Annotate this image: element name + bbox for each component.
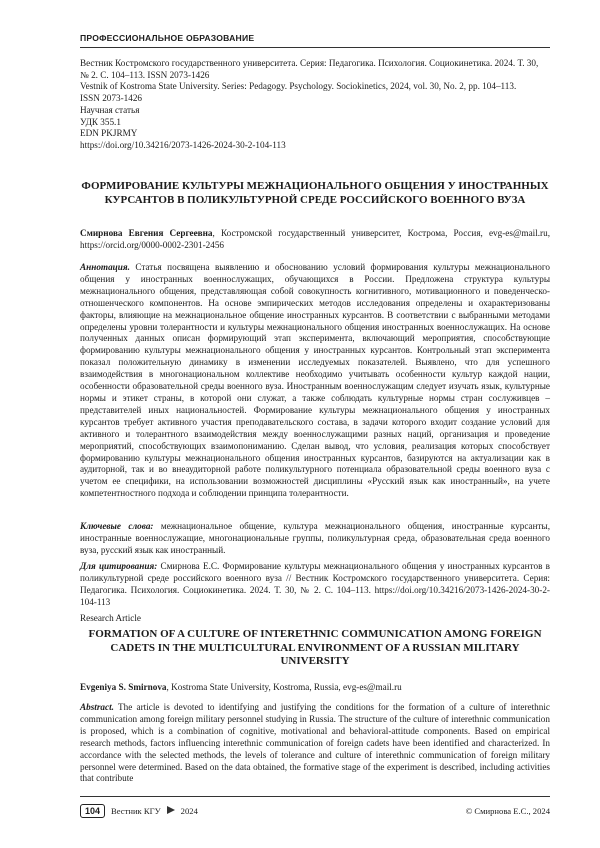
- abstract-label-en: Abstract.: [80, 702, 114, 712]
- author-ru: [80, 228, 550, 252]
- meta-line: ISSN 2073-1426: [80, 93, 143, 104]
- meta-line: EDN PKJRMY: [80, 128, 138, 139]
- article-title-ru: ФОРМИРОВАНИЕ КУЛЬТУРЫ МЕЖНАЦИОНАЛЬНОГО ОБЩЕНИЯ У ИНОСТРАННЫХ КУРСАНТОВ В ПОЛИКУЛЬТУРНОЙ СРЕДЕ РОССИЙСКОГО ВОЕННОГО ВУЗА: [81, 180, 549, 206]
- keywords-label-ru: Ключевые слова:: [80, 521, 154, 531]
- footer-left: [80, 804, 198, 818]
- author-name-en: Evgeniya S. Smirnova: [80, 682, 167, 692]
- author-en: [80, 682, 550, 694]
- footer-copyright: © Смирнова Е.С., 2024: [465, 806, 550, 816]
- author-affiliation-ru: , Костромской государственный университет, Кострома, Россия, evg-es@mail.ru, https://orcid.org/0000-0002-2301-2456: [80, 228, 550, 250]
- abstract-label-ru: Аннотация.: [80, 262, 130, 272]
- keywords-ru: [80, 521, 550, 557]
- abstract-text-en: The article is devoted to identifying and justifying the conditions for the formation of a culture of interethnic communication among foreign military personnel studying in Russia. The structure of the culture of interethnic communication is proposed, which is a combination of cognitive, motivational and behavioral-attitude components. Based on empirical research methods, factors influencing interethnic communication of foreign cadets have been identified and characterized. In accordance with the selected methods, the levels of tolerance and culture of interethnic communication of foreign military personnel were determined. Based on the data obtained, the formative stage of the experiment is described, including activities that contribute: [80, 702, 550, 784]
- citation-text-ru: Смирнова Е.С. Формирование культуры межнационального общения у иностранных курсантов в поликультурной среде российского военного вуза // Вестник Костромского государственного университета. Серия: Педагогика. Психология. Социокинетика. 2024. Т. 30, № 2. С. 104–113. https://doi.org/10.34216/2073-1426-2024-30-2-104-113: [80, 561, 550, 607]
- section-header: ПРОФЕССИОНАЛЬНОЕ ОБРАЗОВАНИЕ: [80, 33, 255, 43]
- meta-line: Vestnik of Kostroma State University. Series: Pedagogy. Psychology. Sociokinetics, 2024, vol. 30, No. 2, pp. 104–113.: [80, 81, 517, 92]
- abstract-text-ru: Статья посвящена выявлению и обоснованию условий формирования культуры межнационального общения у иностранных военнослужащих, обучающихся в России. Предложена структура культуры межнационального общения, представляющая собой совокупность когнитивного, мотивационного и поведенческо-отношенческого компонентов. На основе эмпирических методов исследования определены и охарактеризованы факторы, влияющие на межнациональное общение иностранных курсантов. В соответствии с выбранными методами определены уровни толерантности и культуры межнационального общения иностранных военнослужащих. На основе полученных данных описан формирующий этап эксперимента, включающий мероприятия, способствующие формированию культуры межнационального общения у иностранных курсантов. Контрольный этап эксперимента показал положительную динамику в изменении исследуемых показателей. Выявлено, что для успешного взаимодействия в многонациональном коллективе необходимо учитывать особенности культур каждой нации, особенности образовательной среды военного вуза. Иностранным военнослужащим следует изучать язык, культурные нормы и этикет страны, в которой они служат, а также соблюдать культурные нормы стран сослуживцев – представителей иных национальностей. Формирование культуры межнационального общения у иностранных курсантов требует активного участия преподавательского состава, в задачи которого входит создание условий для активного и толерантного взаимодействия между военнослужащими разных наций, организация и проведение мероприятий, способствующих взаимопониманию. Сделан вывод, что условия, реализация которых способствует формированию культуры межнационального общения иностранных курсантов, базируются на актуализации как в аудиторной, так и во внеаудиторной работе поликультурного потенциала образовательной среды военного вуза с учетом ее специфики, на использовании возможностей дисциплины «Русский язык как иностранный», на учете компетентностного подхода и соблюдении принципа толерантности.: [80, 262, 550, 499]
- footer-journal: Вестник КГУ: [111, 806, 161, 816]
- footer-rule: [80, 796, 550, 797]
- citation-ru: [80, 561, 550, 609]
- meta-line: Научная статья: [80, 104, 140, 115]
- research-article-label: Research Article: [80, 613, 141, 623]
- abstract-ru: [80, 262, 550, 500]
- publication-meta: [80, 58, 550, 152]
- meta-line: Вестник Костромского государственного университета. Серия: Педагогика. Психология. Социокинетика. 2024. Т. 30,: [80, 58, 539, 68]
- keywords-text-ru: межнациональное общение, культура межнационального общения, иностранные курсанты, иностранные военнослужащие, многонациональные группы, поликультурная среда, образовательная среда военного вуза, русский язык как иностранный.: [80, 521, 551, 555]
- header-rule: [80, 47, 550, 48]
- doi-link[interactable]: https://doi.org/10.34216/2073-1426-2024-30-2-104-113: [80, 139, 286, 150]
- author-name-ru: Смирнова Евгения Сергеевна: [80, 228, 213, 238]
- abstract-en: [80, 702, 550, 785]
- author-affiliation-en: , Kostroma State University, Kostroma, Russia, evg-es@mail.ru: [166, 682, 402, 692]
- article-title-en: FORMATION OF A CULTURE OF INTERETHNIC COMMUNICATION AMONG FOREIGN CADETS IN THE MULTICULTURAL ENVIRONMENT OF A RUSSIAN MILITARY UNIVERSITY: [88, 628, 542, 667]
- citation-label-ru: Для цитирования:: [80, 561, 158, 571]
- meta-line: УДК 355.1: [80, 116, 121, 127]
- footer-year: 2024: [180, 806, 198, 816]
- footer-separator-icon: [167, 806, 175, 816]
- meta-line: № 2. С. 104–113. ISSN 2073-1426: [80, 69, 210, 80]
- page-number: 104: [80, 804, 105, 818]
